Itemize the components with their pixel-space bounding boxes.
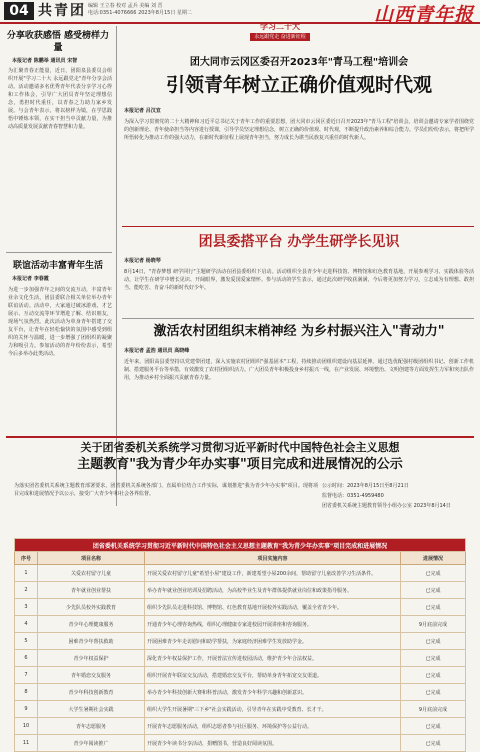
table-row (15, 582, 466, 599)
progress-status: 已完成 (401, 565, 466, 582)
badge-line-1: 学习二十大 (260, 22, 300, 31)
project-name: 关爱农村留守儿童 (38, 565, 145, 582)
table-row (15, 684, 466, 701)
row-number: 5 (15, 633, 38, 650)
article-2-byline: 本报记者 杨晓琴 (124, 258, 161, 264)
notice-signoff: 团省委机关系统主题教育领导小组办公室 2023年8月14日 (322, 503, 451, 509)
notice-period: 公示时间：2023年8月15日至8月21日 (322, 483, 409, 489)
project-content: 组织开展青年联谊交友活动，搭建婚恋交友平台，帮助单身青年拓宽交友渠道。 (145, 667, 401, 684)
progress-status: 已完成 (401, 735, 466, 752)
row-number: 4 (15, 616, 38, 633)
project-content: 深化青少年权益保护工作，开展普法宣传进校园活动，维护青少年合法权益。 (145, 650, 401, 667)
left-article-1-byline: 本报记者 陈鹏举 通讯员 宋智 (12, 58, 78, 64)
table-body (15, 565, 466, 752)
progress-status: 已完成 (401, 633, 466, 650)
project-content: 开展关爱农村留守儿童"希望小屋"建设工作，新建希望小屋200余间，帮助留守儿童改善学习生活条件。 (145, 565, 401, 582)
project-content: 组织少先队员走进科技馆、博物馆、红色教育基地开展校外实践活动，覆盖全省青少年。 (145, 599, 401, 616)
table-row (15, 633, 466, 650)
article-1-byline: 本报记者 吕汉宜 (124, 108, 161, 114)
theme-badge (244, 22, 316, 52)
project-name: 少先队员校外实践教育 (38, 599, 145, 616)
editor-line: 编辑 王立春 校对 孟兵 美编 刘 晋 (88, 3, 163, 9)
project-name: 青年婚恋交友服务 (38, 667, 145, 684)
progress-status: 9月底前完成 (401, 701, 466, 718)
table-header: 项目实施内容 (145, 552, 401, 565)
notice-body: 为落实团省委机关系统主题教育部署要求，团省委机关系统各部门、直属单位结合工作实际，谋划推进"我为青少年办实事"项目。现将项目完成和进展情况予以公示，接受广大青少年和社会各界监督。 (14, 483, 318, 497)
table-row (15, 650, 466, 667)
page-number: 04 (4, 2, 34, 20)
progress-status: 已完成 (401, 599, 466, 616)
badge-line-2: 永远跟党走 奋进新征程 (250, 33, 310, 41)
project-content: 举办青年就业创业培训及招聘活动，为高校毕业生及青年群体提供就业岗位和政策指导服务。 (145, 582, 401, 599)
newspaper-logo: 山西青年报 (373, 4, 474, 26)
table-row (15, 565, 466, 582)
progress-status: 已完成 (401, 650, 466, 667)
row-number: 1 (15, 565, 38, 582)
left-article-2-title: 联谊活动丰富青年生活 (12, 261, 103, 271)
article-divider-2 (122, 318, 474, 319)
table-header: 序号 (15, 552, 38, 565)
progress-status: 已完成 (401, 667, 466, 684)
project-name: 大学生暑期社会实践 (38, 701, 145, 718)
row-number: 8 (15, 684, 38, 701)
project-name: 困难青少年帮扶救助 (38, 633, 145, 650)
left-article-1-body: 为汇聚青春正能量，近日，团阳泉县委员会组织开展"学习二十大 永远跟党走"青年分享会活动。活动邀请多名优秀青年代表分享学习心得和工作体会，引导广大团员青年坚定理想信念，勇担时代重任，以青春之力助力家乡发展。与会青年表示，将以榜样为镜，在学思践悟中锤炼本领，在实干担当中贡献力量，为推动高质量发展贡献青春智慧和力量。 (8, 68, 112, 130)
table-row (15, 735, 466, 752)
table-header: 项目名称 (38, 552, 145, 565)
article-1-headline: 引领青年树立正确价值观时代观 (165, 74, 432, 96)
projects-table (14, 538, 466, 752)
project-content: 举办青少年科技创新大赛和科普活动，激发青少年科学兴趣和创新意识。 (145, 684, 401, 701)
table-header: 进展情况 (401, 552, 466, 565)
article-3-headline: 激活农村团组织末梢神经 为乡村振兴注入"青动力" (153, 324, 445, 339)
column-separator (116, 26, 117, 506)
row-number: 6 (15, 650, 38, 667)
project-content: 开通青少年心理咨询热线，组织心理健康专家进校园开展讲座和咨询服务。 (145, 616, 401, 633)
progress-status: 已完成 (401, 684, 466, 701)
row-number: 2 (15, 582, 38, 599)
notice-divider (6, 436, 474, 438)
masthead (0, 0, 480, 24)
project-name: 青少年科技创新教育 (38, 684, 145, 701)
notice-headline-2: 主题教育"我为青少年办实事"项目完成和进展情况的公示 (77, 457, 403, 472)
project-content: 开展青少年读书分享活动，捐赠图书，营造良好阅读氛围。 (145, 735, 401, 752)
article-1-kicker: 团大同市云冈区委召开2023年"青马工程"培训会 (189, 57, 409, 68)
row-number: 10 (15, 718, 38, 735)
article-3-body: 近年来，团阳高县委坚持以党建带团建，深入实施农村团组织"强基固本"工程，持续推动团组织建设向基层延伸。通过选优配强村级团组织书记、创新工作机制、搭建服务平台等举措，有效激发了农村团组织活力。广大团员青年积极投身乡村振兴一线，在产业发展、环境整治、文明创建等方面发挥生力军和突击队作用，为推动乡村全面振兴贡献青春力量。 (124, 359, 475, 381)
progress-status: 已完成 (401, 582, 466, 599)
info-line: 电话:0351-4076666 2023年8月15日 星期二 (88, 10, 192, 16)
table-row (15, 667, 466, 684)
article-1-body: 为深入学习贯彻党的二十大精神和习近平总书记关于青年工作的重要思想，团大同市云冈区委近日召开2023年"青马工程"培训会。培训会邀请专家学者围绕党的创新理论、青年使命担当等内容进行授课，引导学员坚定理想信念，树立正确的价值观、时代观，不断提升政治素养和综合能力。学员们纷纷表示，将把所学所悟转化为推动工作的强大动力，在新时代新征程上展现青年担当，努力成长为堪当民族复兴重任的时代新人。 (124, 119, 475, 141)
left-article-2-body: 为进一步加强青年之间的交流互动，丰富青年业余文化生活，团县委联合相关单位举办青年联谊活动。活动中，大家通过破冰游戏、才艺展示、互动交流等环节增进了解、结识朋友，现场气氛热烈。此次活动为单身青年搭建了交友平台，让青年在轻松愉快的氛围中感受到组织的关怀与温暖，进一步增强了团组织的凝聚力和吸引力。参加活动的青年纷纷表示，希望今后多举办此类活动。 (8, 287, 112, 357)
table-row (15, 701, 466, 718)
project-name: 青少年权益保护 (38, 650, 145, 667)
table-row (15, 718, 466, 735)
left-article-2-byline: 本报记者 李春霞 (12, 276, 49, 282)
project-content: 开展青年志愿服务活动，组织志愿者参与社区服务、环境保护等公益行动。 (145, 718, 401, 735)
article-2-body: 8月14日，"青春梦想 研学同行"主题研学活动在团县委组织下启动。活动组织全县青少年走进科技馆、博物馆和红色教育基地，开展参观学习、实践体验等活动，让学生在研学中增长见识、开阔眼界，激发爱国爱家情怀。参与活动的学生表示，通过此次研学收获满满，今后将更加努力学习，立志成为有理想、敢担当、能吃苦、肯奋斗的新时代好少年。 (124, 269, 474, 291)
article-divider-1 (122, 226, 474, 227)
row-number: 7 (15, 667, 38, 684)
project-content: 开展困难青少年走访慰问和助学帮扶，为家庭经济困难学生发放助学金。 (145, 633, 401, 650)
row-number: 11 (15, 735, 38, 752)
left-divider (6, 252, 112, 253)
project-name: 青年就业创业帮扶 (38, 582, 145, 599)
left-article-1-title: 分享收获感悟 感受榜样力量 (6, 31, 110, 53)
notice-phone: 监督电话：0351-4959480 (322, 493, 384, 499)
section-title: 共青团 (38, 3, 86, 19)
project-name: 青少年心理健康服务 (38, 616, 145, 633)
project-name: 青少年阅读推广 (38, 735, 145, 752)
project-name: 青年志愿服务 (38, 718, 145, 735)
notice-headline-1: 关于团省委机关系统学习贯彻习近平新时代中国特色社会主义思想 (80, 441, 400, 454)
project-content: 组织大学生开展暑期"三下乡"社会实践活动，引导青年在实践中受教育、长才干。 (145, 701, 401, 718)
row-number: 3 (15, 599, 38, 616)
progress-status: 已完成 (401, 718, 466, 735)
article-3-byline: 本报记者 孟浩 通讯员 高晓峰 (124, 348, 190, 354)
table-title: 团省委机关系统学习贯彻习近平新时代中国特色社会主义思想主题教育"我为青少年办实事"项目完成和进展情况 (15, 539, 466, 552)
article-2-headline: 团县委搭平台 办学生研学长见识 (198, 234, 400, 250)
table-row (15, 616, 466, 633)
table-row (15, 599, 466, 616)
masthead-meta (88, 3, 192, 17)
progress-status: 9月底前完成 (401, 616, 466, 633)
row-number: 9 (15, 701, 38, 718)
